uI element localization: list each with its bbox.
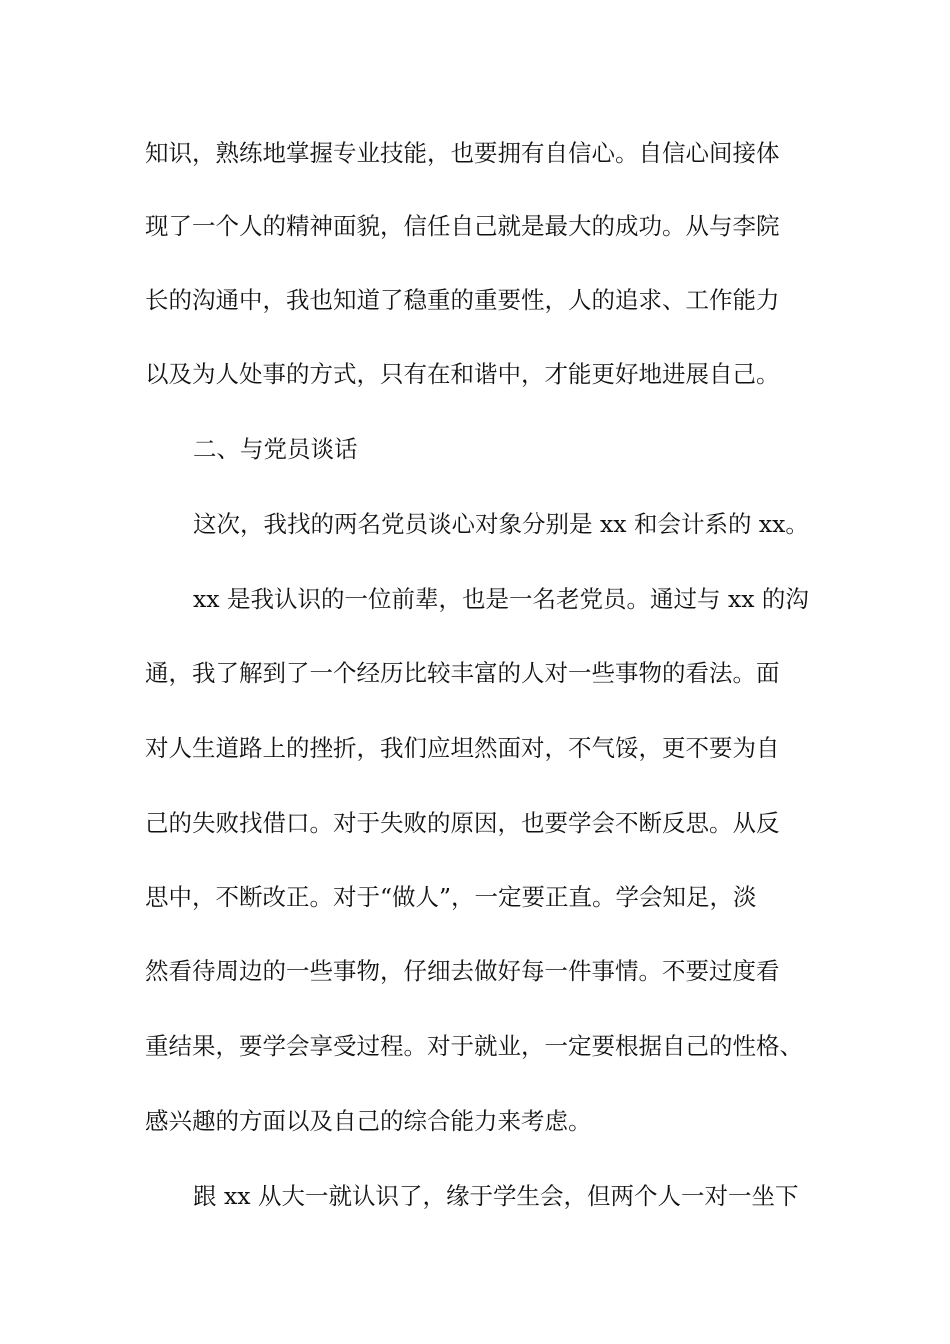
paragraph-line: 现了一个人的精神面貌，信任自己就是最大的成功。从与李院 (145, 212, 780, 240)
paragraph-line: 重结果，要学会享受过程。对于就业，一定要根据自己的性格、 (145, 1032, 803, 1060)
paragraph-line: 知识，熟练地掌握专业技能，也要拥有自信心。自信心间接体 (145, 139, 780, 167)
paragraph-line: 思中，不断改正。对于“做人”，一定要正直。学会知足，淡 (145, 883, 757, 911)
paragraph-line: 对人生道路上的挫折，我们应坦然面对，不气馁，更不要为自 (145, 734, 780, 762)
paragraph-line: 己的失败找借口。对于失败的原因，也要学会不断反思。从反 (145, 809, 780, 837)
paragraph-line: 以及为人处事的方式，只有在和谐中，才能更好地进展自己。 (145, 360, 780, 388)
paragraph-line: 跟 xx 从大一就认识了，缘于学生会，但两个人一对一坐下 (193, 1182, 799, 1210)
paragraph-line: 通，我了解到了一个经历比较丰富的人对一些事物的看法。面 (145, 659, 780, 687)
section-heading: 二、与党员谈话 (193, 435, 358, 463)
paragraph-line: 然看待周边的一些事物，仔细去做好每一件事情。不要过度看 (145, 957, 780, 985)
paragraph-line: 感兴趣的方面以及自己的综合能力来考虑。 (145, 1107, 592, 1135)
paragraph-line: xx 是我认识的一位前辈，也是一名老党员。通过与 xx 的沟 (193, 585, 809, 613)
paragraph-line: 这次，我找的两名党员谈心对象分别是 xx 和会计系的 xx。 (193, 510, 809, 538)
paragraph-line: 长的沟通中，我也知道了稳重的重要性，人的追求、工作能力 (145, 286, 780, 314)
